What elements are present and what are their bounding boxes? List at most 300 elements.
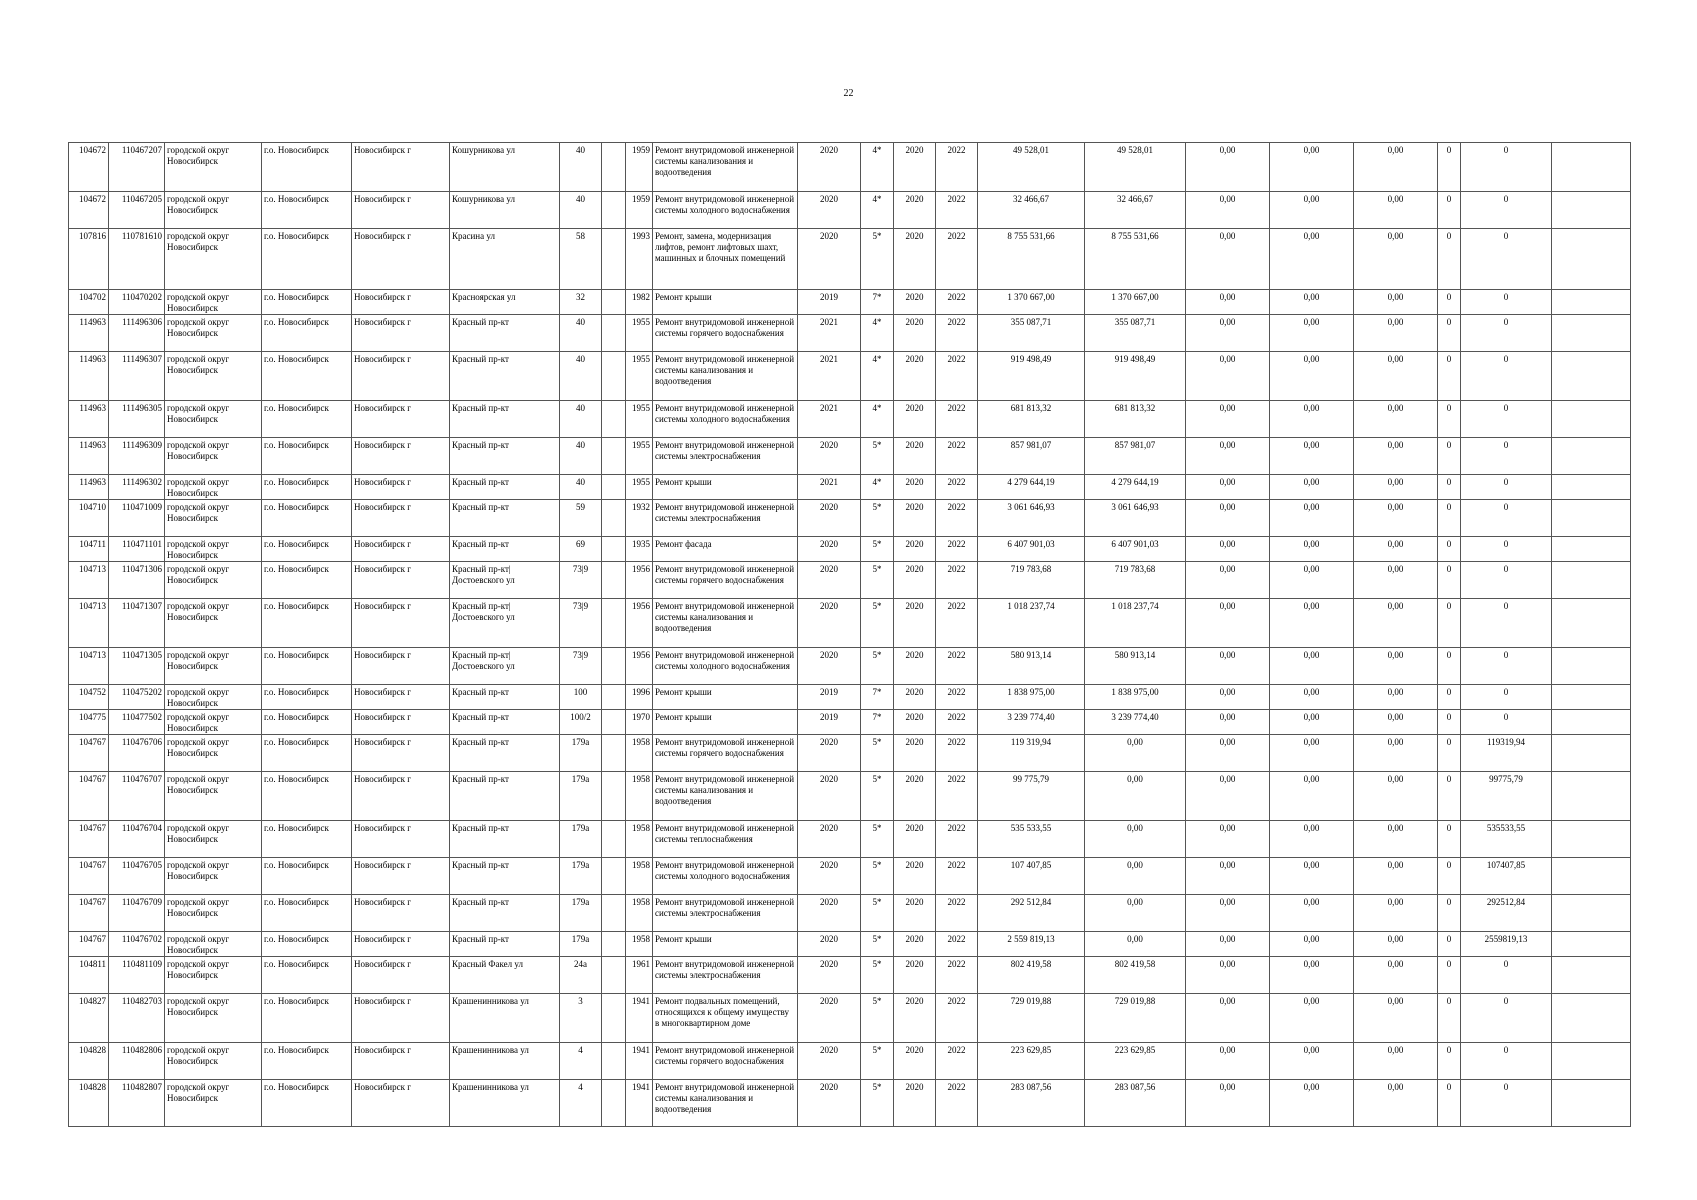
cell-city: Новосибирск г bbox=[352, 500, 450, 537]
cell-end-year: 2022 bbox=[936, 229, 978, 290]
cell-street: Красный пр-кт bbox=[450, 895, 560, 932]
table-row bbox=[69, 710, 1631, 735]
cell-city: Новосибирск г bbox=[352, 599, 450, 648]
registry-body bbox=[69, 143, 1631, 1127]
cell-start-year: 2020 bbox=[894, 1080, 936, 1127]
table-row bbox=[69, 957, 1631, 994]
cell-budget-2: 0,00 bbox=[1270, 648, 1354, 685]
cell-okrug: городской округ Новосибирск bbox=[165, 401, 262, 438]
cell-house-number: 3 bbox=[560, 994, 602, 1043]
cell-note bbox=[1552, 500, 1631, 537]
cell-record-id: 104713 bbox=[69, 562, 109, 599]
cell-work-type: Ремонт внутридомовой инженерной системы теплоснабжения bbox=[653, 821, 798, 858]
cell-okrug: городской округ Новосибирск bbox=[165, 229, 262, 290]
cell-plan-year: 2020 bbox=[798, 537, 861, 562]
table-row bbox=[69, 500, 1631, 537]
table-row bbox=[69, 858, 1631, 895]
cell-count: 0 bbox=[1438, 1080, 1461, 1127]
cell-budget-2: 0,00 bbox=[1270, 315, 1354, 352]
cell-budget-1: 0,00 bbox=[1186, 315, 1270, 352]
cell-count: 0 bbox=[1438, 957, 1461, 994]
cell-start-year: 2020 bbox=[894, 648, 936, 685]
table-row bbox=[69, 352, 1631, 401]
cell-note bbox=[1552, 401, 1631, 438]
cell-total-cost: 3 239 774,40 bbox=[978, 710, 1085, 735]
cell-build-year: 1955 bbox=[626, 475, 653, 500]
cell-okrug: городской округ Новосибирск bbox=[165, 685, 262, 710]
cell-record-id: 104713 bbox=[69, 599, 109, 648]
cell-category: 5* bbox=[861, 821, 894, 858]
table-row bbox=[69, 599, 1631, 648]
cell-city: Новосибирск г bbox=[352, 821, 450, 858]
cell-work-type: Ремонт внутридомовой инженерной системы канализования и водоотведения bbox=[653, 599, 798, 648]
table-row bbox=[69, 315, 1631, 352]
cell-owners-sum: 0 bbox=[1461, 352, 1552, 401]
cell-budget-3: 0,00 bbox=[1354, 772, 1438, 821]
cell-street: Крашенинникова ул bbox=[450, 994, 560, 1043]
cell-owners-sum: 0 bbox=[1461, 290, 1552, 315]
cell-street: Красный пр-кт| Достоевского ул bbox=[450, 648, 560, 685]
table-row bbox=[69, 932, 1631, 957]
cell-end-year: 2022 bbox=[936, 290, 978, 315]
cell-house-number: 40 bbox=[560, 352, 602, 401]
cell-record-id: 104767 bbox=[69, 895, 109, 932]
cell-city: Новосибирск г bbox=[352, 143, 450, 192]
cell-plan-year: 2020 bbox=[798, 957, 861, 994]
cell-build-year: 1955 bbox=[626, 315, 653, 352]
cell-work-code: 110475202 bbox=[109, 685, 165, 710]
cell-okrug: городской округ Новосибирск bbox=[165, 438, 262, 475]
cell-category: 5* bbox=[861, 438, 894, 475]
cell-house-number: 40 bbox=[560, 192, 602, 229]
cell-house-number: 40 bbox=[560, 143, 602, 192]
cell-note bbox=[1552, 932, 1631, 957]
cell-street: Крашенинникова ул bbox=[450, 1080, 560, 1127]
cell-build-year: 1958 bbox=[626, 772, 653, 821]
table-row bbox=[69, 562, 1631, 599]
cell-fund-cost: 49 528,01 bbox=[1085, 143, 1186, 192]
cell-plan-year: 2020 bbox=[798, 229, 861, 290]
cell-house-number: 4 bbox=[560, 1080, 602, 1127]
cell-count: 0 bbox=[1438, 537, 1461, 562]
cell-start-year: 2020 bbox=[894, 401, 936, 438]
cell-end-year: 2022 bbox=[936, 932, 978, 957]
cell-record-id: 104827 bbox=[69, 994, 109, 1043]
cell-municipality: г.о. Новосибирск bbox=[262, 710, 352, 735]
cell-count: 0 bbox=[1438, 562, 1461, 599]
cell-start-year: 2020 bbox=[894, 735, 936, 772]
cell-note bbox=[1552, 1043, 1631, 1080]
cell-count: 0 bbox=[1438, 143, 1461, 192]
cell-work-type: Ремонт внутридомовой инженерной системы горячего водоснабжения bbox=[653, 562, 798, 599]
cell-budget-2: 0,00 bbox=[1270, 932, 1354, 957]
cell-work-type: Ремонт внутридомовой инженерной системы электроснабжения bbox=[653, 500, 798, 537]
cell-total-cost: 6 407 901,03 bbox=[978, 537, 1085, 562]
cell-record-id: 104828 bbox=[69, 1080, 109, 1127]
cell-municipality: г.о. Новосибирск bbox=[262, 1043, 352, 1080]
table-row bbox=[69, 192, 1631, 229]
cell-municipality: г.о. Новосибирск bbox=[262, 599, 352, 648]
cell-budget-2: 0,00 bbox=[1270, 895, 1354, 932]
cell-end-year: 2022 bbox=[936, 562, 978, 599]
cell-municipality: г.о. Новосибирск bbox=[262, 143, 352, 192]
cell-work-type: Ремонт внутридомовой инженерной системы электроснабжения bbox=[653, 895, 798, 932]
cell-record-id: 104702 bbox=[69, 290, 109, 315]
cell-owners-sum: 0 bbox=[1461, 475, 1552, 500]
cell-okrug: городской округ Новосибирск bbox=[165, 315, 262, 352]
cell-budget-2: 0,00 bbox=[1270, 858, 1354, 895]
cell-total-cost: 2 559 819,13 bbox=[978, 932, 1085, 957]
cell-category: 5* bbox=[861, 229, 894, 290]
cell-work-code: 110482703 bbox=[109, 994, 165, 1043]
cell-work-type: Ремонт внутридомовой инженерной системы канализования и водоотведения bbox=[653, 1080, 798, 1127]
cell-end-year: 2022 bbox=[936, 994, 978, 1043]
cell-budget-1: 0,00 bbox=[1186, 685, 1270, 710]
cell-owners-sum: 0 bbox=[1461, 315, 1552, 352]
cell-budget-1: 0,00 bbox=[1186, 648, 1270, 685]
cell-plan-year: 2020 bbox=[798, 895, 861, 932]
cell-owners-sum: 0 bbox=[1461, 957, 1552, 994]
cell-letter bbox=[602, 599, 626, 648]
cell-street: Красный пр-кт bbox=[450, 821, 560, 858]
cell-work-type: Ремонт внутридомовой инженерной системы канализования и водоотведения bbox=[653, 143, 798, 192]
cell-work-code: 110482806 bbox=[109, 1043, 165, 1080]
cell-count: 0 bbox=[1438, 821, 1461, 858]
cell-city: Новосибирск г bbox=[352, 401, 450, 438]
cell-fund-cost: 681 813,32 bbox=[1085, 401, 1186, 438]
cell-house-number: 73|9 bbox=[560, 648, 602, 685]
cell-letter bbox=[602, 1080, 626, 1127]
cell-owners-sum: 0 bbox=[1461, 438, 1552, 475]
cell-letter bbox=[602, 229, 626, 290]
cell-total-cost: 580 913,14 bbox=[978, 648, 1085, 685]
cell-fund-cost: 0,00 bbox=[1085, 735, 1186, 772]
cell-end-year: 2022 bbox=[936, 599, 978, 648]
cell-letter bbox=[602, 772, 626, 821]
cell-owners-sum: 99775,79 bbox=[1461, 772, 1552, 821]
cell-okrug: городской округ Новосибирск bbox=[165, 772, 262, 821]
cell-okrug: городской округ Новосибирск bbox=[165, 562, 262, 599]
cell-letter bbox=[602, 957, 626, 994]
cell-note bbox=[1552, 537, 1631, 562]
cell-plan-year: 2021 bbox=[798, 475, 861, 500]
cell-city: Новосибирск г bbox=[352, 772, 450, 821]
cell-budget-2: 0,00 bbox=[1270, 1043, 1354, 1080]
cell-plan-year: 2019 bbox=[798, 710, 861, 735]
cell-note bbox=[1552, 710, 1631, 735]
cell-fund-cost: 0,00 bbox=[1085, 932, 1186, 957]
cell-owners-sum: 0 bbox=[1461, 648, 1552, 685]
cell-budget-3: 0,00 bbox=[1354, 500, 1438, 537]
cell-category: 5* bbox=[861, 1043, 894, 1080]
cell-record-id: 107816 bbox=[69, 229, 109, 290]
cell-budget-3: 0,00 bbox=[1354, 562, 1438, 599]
cell-budget-1: 0,00 bbox=[1186, 537, 1270, 562]
cell-note bbox=[1552, 229, 1631, 290]
cell-letter bbox=[602, 1043, 626, 1080]
cell-municipality: г.о. Новосибирск bbox=[262, 352, 352, 401]
cell-total-cost: 802 419,58 bbox=[978, 957, 1085, 994]
cell-municipality: г.о. Новосибирск bbox=[262, 957, 352, 994]
cell-count: 0 bbox=[1438, 685, 1461, 710]
cell-plan-year: 2020 bbox=[798, 562, 861, 599]
cell-start-year: 2020 bbox=[894, 500, 936, 537]
cell-owners-sum: 292512,84 bbox=[1461, 895, 1552, 932]
cell-okrug: городской округ Новосибирск bbox=[165, 352, 262, 401]
cell-okrug: городской округ Новосибирск bbox=[165, 1043, 262, 1080]
cell-start-year: 2020 bbox=[894, 599, 936, 648]
cell-fund-cost: 0,00 bbox=[1085, 821, 1186, 858]
cell-house-number: 179а bbox=[560, 772, 602, 821]
table-row bbox=[69, 537, 1631, 562]
cell-city: Новосибирск г bbox=[352, 895, 450, 932]
cell-start-year: 2020 bbox=[894, 957, 936, 994]
cell-street: Красный пр-кт bbox=[450, 475, 560, 500]
cell-end-year: 2022 bbox=[936, 438, 978, 475]
cell-okrug: городской округ Новосибирск bbox=[165, 821, 262, 858]
cell-total-cost: 857 981,07 bbox=[978, 438, 1085, 475]
cell-start-year: 2020 bbox=[894, 143, 936, 192]
cell-budget-1: 0,00 bbox=[1186, 858, 1270, 895]
cell-plan-year: 2021 bbox=[798, 352, 861, 401]
cell-okrug: городской округ Новосибирск bbox=[165, 192, 262, 229]
registry-table bbox=[68, 142, 1631, 1127]
cell-letter bbox=[602, 895, 626, 932]
cell-plan-year: 2020 bbox=[798, 143, 861, 192]
cell-plan-year: 2020 bbox=[798, 1080, 861, 1127]
cell-letter bbox=[602, 315, 626, 352]
cell-end-year: 2022 bbox=[936, 895, 978, 932]
cell-total-cost: 1 370 667,00 bbox=[978, 290, 1085, 315]
cell-record-id: 104767 bbox=[69, 932, 109, 957]
cell-municipality: г.о. Новосибирск bbox=[262, 685, 352, 710]
cell-budget-2: 0,00 bbox=[1270, 352, 1354, 401]
cell-work-code: 110781610 bbox=[109, 229, 165, 290]
cell-note bbox=[1552, 143, 1631, 192]
cell-record-id: 114963 bbox=[69, 352, 109, 401]
cell-city: Новосибирск г bbox=[352, 1080, 450, 1127]
cell-budget-3: 0,00 bbox=[1354, 932, 1438, 957]
cell-street: Красный пр-кт bbox=[450, 438, 560, 475]
cell-budget-2: 0,00 bbox=[1270, 401, 1354, 438]
cell-count: 0 bbox=[1438, 290, 1461, 315]
cell-start-year: 2020 bbox=[894, 290, 936, 315]
cell-category: 7* bbox=[861, 710, 894, 735]
cell-note bbox=[1552, 290, 1631, 315]
cell-total-cost: 1 838 975,00 bbox=[978, 685, 1085, 710]
cell-work-code: 110477502 bbox=[109, 710, 165, 735]
cell-city: Новосибирск г bbox=[352, 290, 450, 315]
cell-budget-3: 0,00 bbox=[1354, 475, 1438, 500]
cell-letter bbox=[602, 685, 626, 710]
cell-municipality: г.о. Новосибирск bbox=[262, 315, 352, 352]
cell-category: 5* bbox=[861, 1080, 894, 1127]
cell-budget-2: 0,00 bbox=[1270, 290, 1354, 315]
cell-budget-1: 0,00 bbox=[1186, 1080, 1270, 1127]
cell-budget-3: 0,00 bbox=[1354, 290, 1438, 315]
table-row bbox=[69, 290, 1631, 315]
cell-start-year: 2020 bbox=[894, 895, 936, 932]
cell-budget-2: 0,00 bbox=[1270, 475, 1354, 500]
cell-build-year: 1958 bbox=[626, 895, 653, 932]
cell-count: 0 bbox=[1438, 735, 1461, 772]
cell-budget-1: 0,00 bbox=[1186, 192, 1270, 229]
cell-start-year: 2020 bbox=[894, 475, 936, 500]
cell-note bbox=[1552, 648, 1631, 685]
cell-plan-year: 2020 bbox=[798, 500, 861, 537]
cell-note bbox=[1552, 821, 1631, 858]
cell-owners-sum: 0 bbox=[1461, 685, 1552, 710]
cell-fund-cost: 719 783,68 bbox=[1085, 562, 1186, 599]
cell-total-cost: 292 512,84 bbox=[978, 895, 1085, 932]
cell-end-year: 2022 bbox=[936, 500, 978, 537]
cell-municipality: г.о. Новосибирск bbox=[262, 192, 352, 229]
cell-build-year: 1932 bbox=[626, 500, 653, 537]
cell-budget-2: 0,00 bbox=[1270, 562, 1354, 599]
cell-owners-sum: 0 bbox=[1461, 562, 1552, 599]
cell-count: 0 bbox=[1438, 599, 1461, 648]
cell-note bbox=[1552, 1080, 1631, 1127]
table-row bbox=[69, 685, 1631, 710]
cell-city: Новосибирск г bbox=[352, 475, 450, 500]
cell-build-year: 1958 bbox=[626, 735, 653, 772]
cell-record-id: 104828 bbox=[69, 1043, 109, 1080]
cell-okrug: городской округ Новосибирск bbox=[165, 895, 262, 932]
cell-category: 5* bbox=[861, 895, 894, 932]
table-row bbox=[69, 1080, 1631, 1127]
cell-street: Красный пр-кт bbox=[450, 685, 560, 710]
cell-count: 0 bbox=[1438, 229, 1461, 290]
cell-category: 5* bbox=[861, 772, 894, 821]
cell-budget-1: 0,00 bbox=[1186, 710, 1270, 735]
cell-work-type: Ремонт внутридомовой инженерной системы горячего водоснабжения bbox=[653, 315, 798, 352]
cell-count: 0 bbox=[1438, 710, 1461, 735]
cell-house-number: 40 bbox=[560, 401, 602, 438]
cell-count: 0 bbox=[1438, 648, 1461, 685]
cell-plan-year: 2021 bbox=[798, 315, 861, 352]
cell-street: Красный пр-кт bbox=[450, 858, 560, 895]
cell-fund-cost: 1 370 667,00 bbox=[1085, 290, 1186, 315]
table-row bbox=[69, 438, 1631, 475]
cell-build-year: 1956 bbox=[626, 648, 653, 685]
cell-category: 5* bbox=[861, 537, 894, 562]
cell-municipality: г.о. Новосибирск bbox=[262, 895, 352, 932]
cell-count: 0 bbox=[1438, 315, 1461, 352]
cell-budget-2: 0,00 bbox=[1270, 1080, 1354, 1127]
cell-work-code: 110471305 bbox=[109, 648, 165, 685]
cell-total-cost: 119 319,94 bbox=[978, 735, 1085, 772]
cell-note bbox=[1552, 352, 1631, 401]
cell-budget-1: 0,00 bbox=[1186, 735, 1270, 772]
cell-budget-3: 0,00 bbox=[1354, 438, 1438, 475]
cell-okrug: городской округ Новосибирск bbox=[165, 143, 262, 192]
cell-build-year: 1959 bbox=[626, 143, 653, 192]
cell-record-id: 104713 bbox=[69, 648, 109, 685]
cell-municipality: г.о. Новосибирск bbox=[262, 475, 352, 500]
cell-count: 0 bbox=[1438, 401, 1461, 438]
cell-category: 4* bbox=[861, 352, 894, 401]
cell-total-cost: 283 087,56 bbox=[978, 1080, 1085, 1127]
cell-house-number: 100/2 bbox=[560, 710, 602, 735]
cell-record-id: 114963 bbox=[69, 315, 109, 352]
cell-note bbox=[1552, 858, 1631, 895]
cell-work-type: Ремонт подвальных помещений, относящихся к общему имуществу в многоквартирном доме bbox=[653, 994, 798, 1043]
cell-street: Красный пр-кт bbox=[450, 500, 560, 537]
cell-work-type: Ремонт внутридомовой инженерной системы электроснабжения bbox=[653, 957, 798, 994]
cell-work-code: 110470202 bbox=[109, 290, 165, 315]
cell-work-type: Ремонт фасада bbox=[653, 537, 798, 562]
cell-okrug: городской округ Новосибирск bbox=[165, 957, 262, 994]
cell-end-year: 2022 bbox=[936, 648, 978, 685]
cell-fund-cost: 729 019,88 bbox=[1085, 994, 1186, 1043]
cell-fund-cost: 8 755 531,66 bbox=[1085, 229, 1186, 290]
cell-city: Новосибирск г bbox=[352, 648, 450, 685]
table-row bbox=[69, 735, 1631, 772]
cell-municipality: г.о. Новосибирск bbox=[262, 821, 352, 858]
cell-end-year: 2022 bbox=[936, 352, 978, 401]
cell-okrug: городской округ Новосибирск bbox=[165, 858, 262, 895]
cell-work-type: Ремонт крыши bbox=[653, 290, 798, 315]
cell-budget-2: 0,00 bbox=[1270, 685, 1354, 710]
cell-budget-1: 0,00 bbox=[1186, 994, 1270, 1043]
cell-city: Новосибирск г bbox=[352, 537, 450, 562]
cell-city: Новосибирск г bbox=[352, 1043, 450, 1080]
cell-build-year: 1958 bbox=[626, 821, 653, 858]
cell-count: 0 bbox=[1438, 500, 1461, 537]
cell-end-year: 2022 bbox=[936, 315, 978, 352]
cell-okrug: городской округ Новосибирск bbox=[165, 475, 262, 500]
cell-work-code: 111496305 bbox=[109, 401, 165, 438]
cell-city: Новосибирск г bbox=[352, 957, 450, 994]
cell-work-code: 110467205 bbox=[109, 192, 165, 229]
cell-municipality: г.о. Новосибирск bbox=[262, 932, 352, 957]
cell-street: Крашенинникова ул bbox=[450, 1043, 560, 1080]
cell-total-cost: 3 061 646,93 bbox=[978, 500, 1085, 537]
cell-fund-cost: 1 018 237,74 bbox=[1085, 599, 1186, 648]
cell-fund-cost: 0,00 bbox=[1085, 895, 1186, 932]
cell-owners-sum: 0 bbox=[1461, 537, 1552, 562]
cell-owners-sum: 107407,85 bbox=[1461, 858, 1552, 895]
cell-fund-cost: 919 498,49 bbox=[1085, 352, 1186, 401]
cell-end-year: 2022 bbox=[936, 1080, 978, 1127]
cell-budget-1: 0,00 bbox=[1186, 352, 1270, 401]
cell-budget-3: 0,00 bbox=[1354, 401, 1438, 438]
cell-letter bbox=[602, 932, 626, 957]
cell-street: Красный пр-кт bbox=[450, 537, 560, 562]
cell-build-year: 1993 bbox=[626, 229, 653, 290]
cell-budget-1: 0,00 bbox=[1186, 475, 1270, 500]
cell-budget-3: 0,00 bbox=[1354, 352, 1438, 401]
table-row bbox=[69, 772, 1631, 821]
cell-budget-1: 0,00 bbox=[1186, 562, 1270, 599]
cell-work-code: 110482807 bbox=[109, 1080, 165, 1127]
cell-total-cost: 919 498,49 bbox=[978, 352, 1085, 401]
cell-start-year: 2020 bbox=[894, 229, 936, 290]
cell-okrug: городской округ Новосибирск bbox=[165, 648, 262, 685]
cell-street: Красный Факел ул bbox=[450, 957, 560, 994]
cell-letter bbox=[602, 994, 626, 1043]
cell-work-type: Ремонт внутридомовой инженерной системы холодного водоснабжения bbox=[653, 401, 798, 438]
cell-municipality: г.о. Новосибирск bbox=[262, 438, 352, 475]
cell-house-number: 24а bbox=[560, 957, 602, 994]
cell-budget-3: 0,00 bbox=[1354, 710, 1438, 735]
cell-budget-3: 0,00 bbox=[1354, 821, 1438, 858]
cell-plan-year: 2021 bbox=[798, 401, 861, 438]
cell-owners-sum: 0 bbox=[1461, 229, 1552, 290]
cell-municipality: г.о. Новосибирск bbox=[262, 648, 352, 685]
cell-work-type: Ремонт крыши bbox=[653, 475, 798, 500]
cell-street: Кошурникова ул bbox=[450, 143, 560, 192]
